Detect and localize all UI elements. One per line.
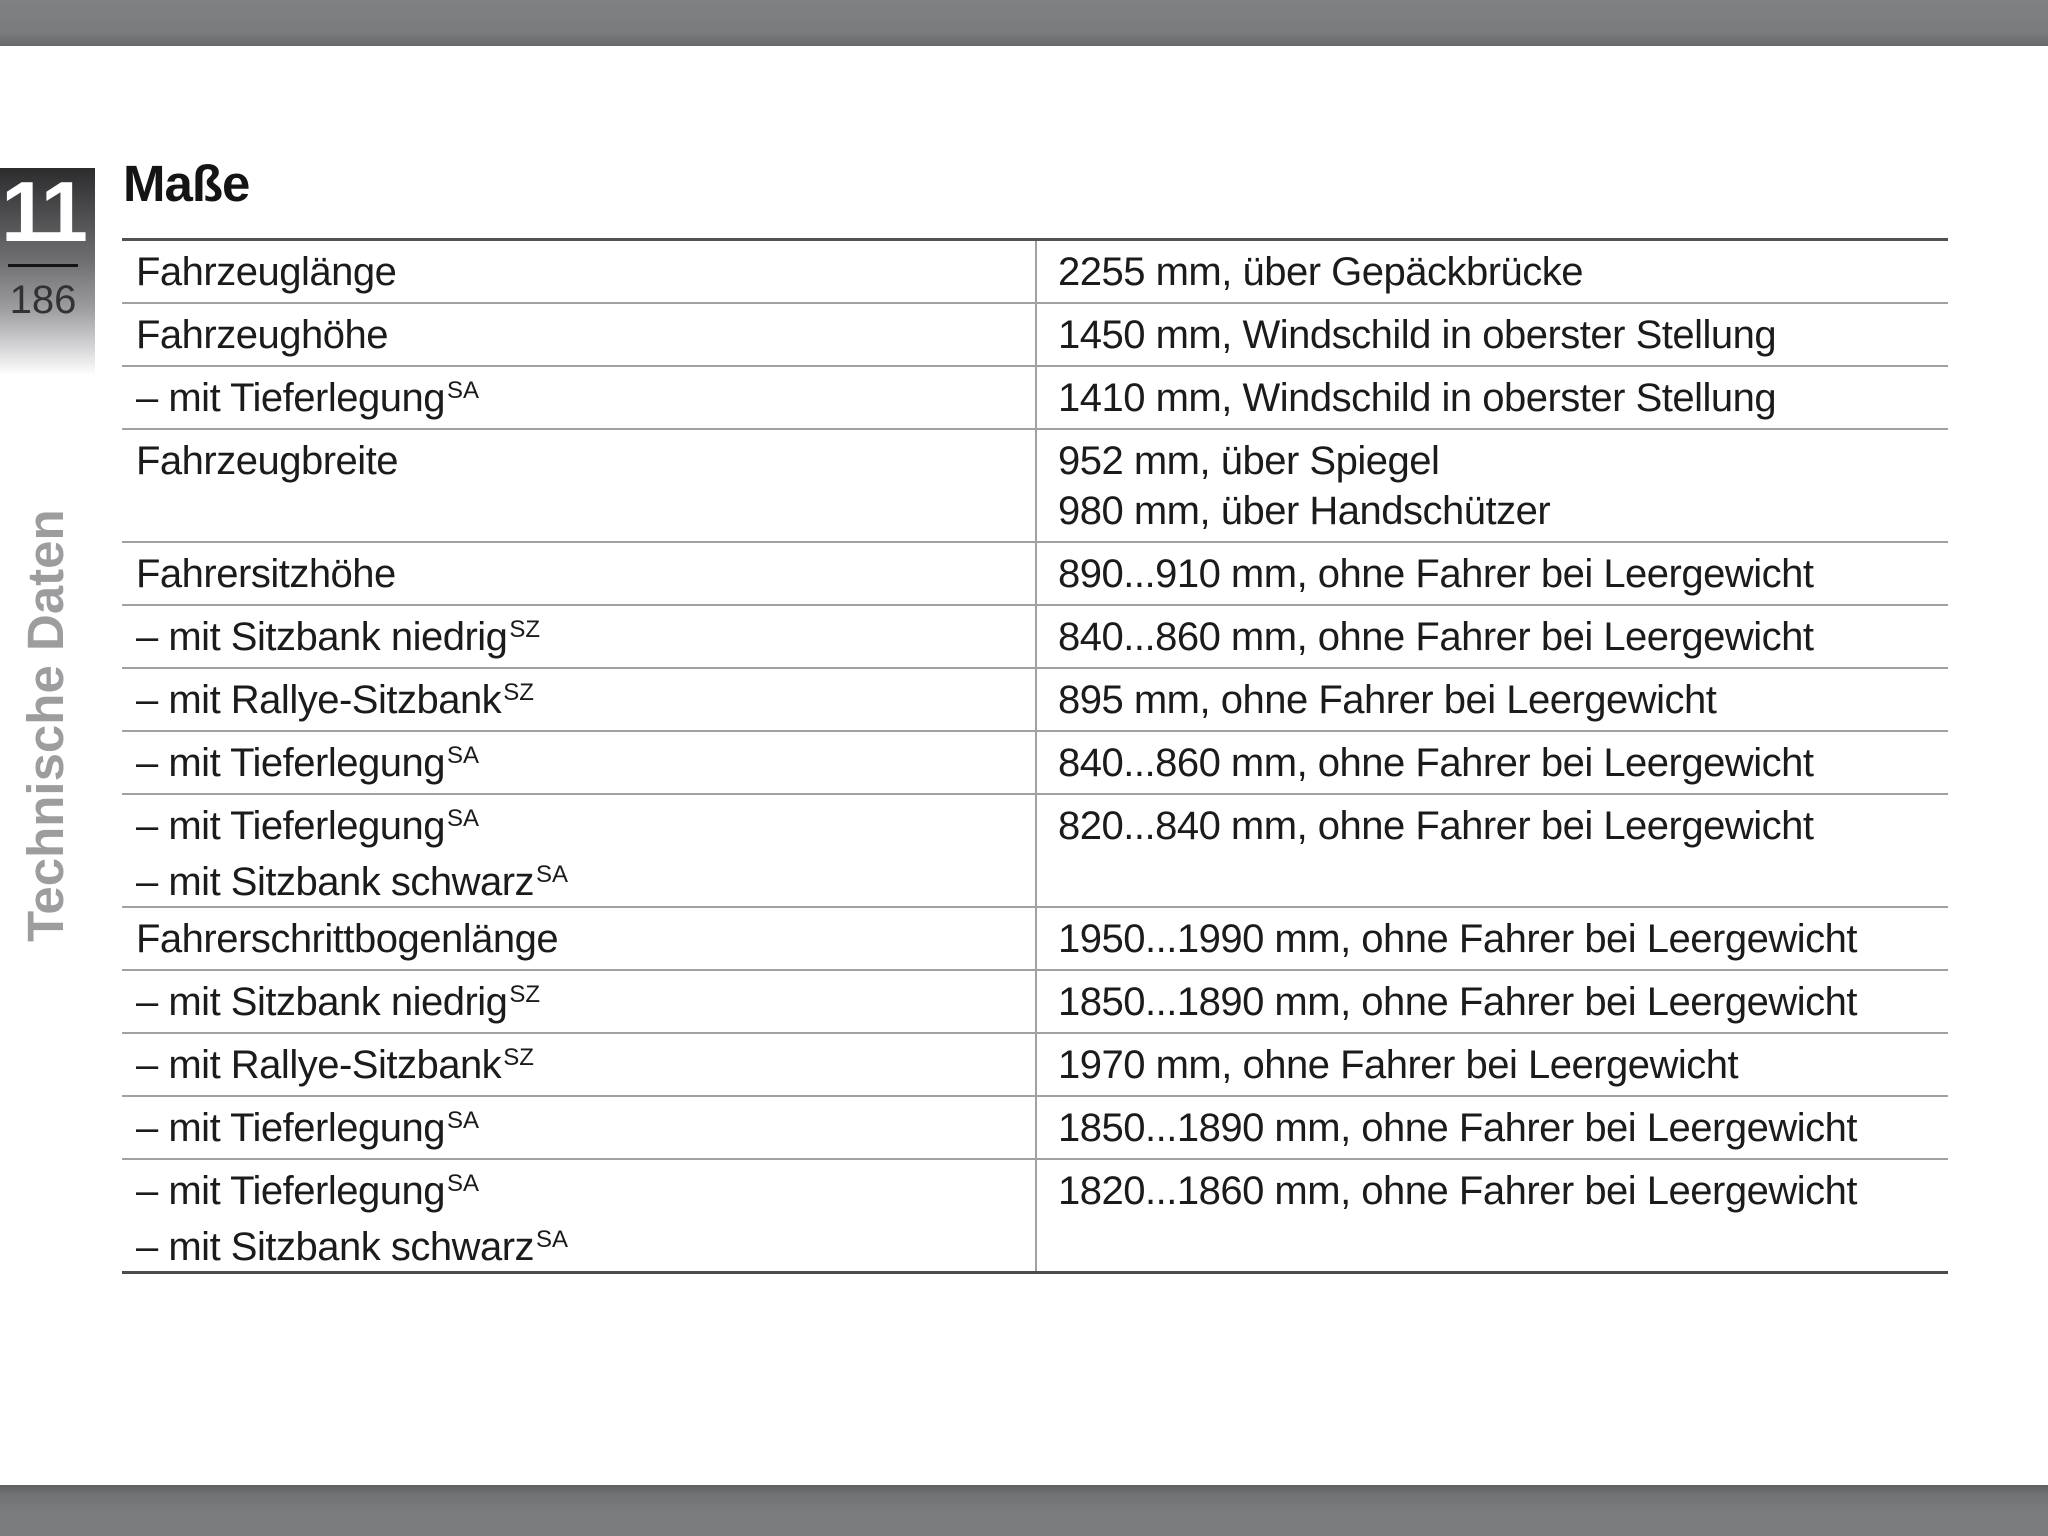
spec-value-line: 895 mm, ohne Fahrer bei Leergewicht (1058, 678, 1717, 722)
spec-label-text: – mit Rallye-Sitzbank (136, 678, 502, 722)
table-row (122, 241, 1948, 304)
spec-label-text: – mit Rallye-Sitzbank (136, 1043, 502, 1087)
spec-value-line: 1850...1890 mm, ohne Fahrer bei Leergewicht (1058, 980, 1857, 1024)
spec-label-line (136, 310, 1015, 360)
spec-value-line: 1450 mm, Windschild in oberster Stellung (1058, 313, 1777, 357)
spec-value-cell (1037, 430, 1948, 541)
spec-value-cell (1037, 908, 1948, 969)
spec-label-cell (122, 1034, 1037, 1095)
page-number: 186 (9, 278, 77, 322)
spec-value-cell (1037, 971, 1948, 1032)
spec-label-line (136, 675, 1015, 731)
spec-value-line: 2255 mm, über Gepäckbrücke (1058, 250, 1584, 294)
footnote-marker: SA (446, 1107, 479, 1134)
footnote-marker: SA (446, 377, 479, 404)
chapter-divider-line (8, 264, 78, 267)
spec-label-text: – mit Sitzbank schwarz (136, 860, 535, 904)
dimensions-table (122, 238, 1948, 1274)
table-row (122, 795, 1948, 908)
spec-label-text: – mit Tieferlegung (136, 1106, 445, 1150)
chapter-tab (0, 165, 95, 375)
spec-value-cell (1037, 543, 1948, 604)
spec-label-cell (122, 304, 1037, 365)
spec-label-text: Fahrzeughöhe (136, 313, 388, 357)
spec-value-cell (1037, 606, 1948, 667)
footnote-marker: SZ (503, 679, 534, 706)
spec-label-cell (122, 606, 1037, 667)
spec-label-line (136, 436, 1015, 486)
table-row (122, 732, 1948, 795)
spec-value-cell (1037, 367, 1948, 428)
spec-value-cell (1037, 1034, 1948, 1095)
spec-label-cell (122, 795, 1037, 906)
footnote-marker: SZ (509, 981, 541, 1008)
footnote-marker: SA (446, 742, 479, 769)
spec-label-cell (122, 430, 1037, 541)
spec-label-text: Fahrerschrittbogenlänge (136, 917, 559, 961)
spec-value-line: 1950...1990 mm, ohne Fahrer bei Leergewicht (1058, 917, 1857, 961)
spec-label-line (136, 1166, 1015, 1222)
table-row (122, 543, 1948, 606)
footnote-marker: SA (536, 1226, 569, 1253)
spec-value-line: 840...860 mm, ohne Fahrer bei Leergewicht (1058, 741, 1814, 785)
spec-value-line: 1410 mm, Windschild in oberster Stellung (1058, 376, 1777, 420)
spec-label-text: Fahrzeugbreite (136, 439, 399, 483)
spec-label-cell (122, 543, 1037, 604)
spec-value-cell (1037, 795, 1948, 906)
spec-label-text: – mit Tieferlegung (136, 741, 445, 785)
bottom-bar (0, 1485, 2048, 1536)
spec-label-line (136, 738, 1015, 794)
spec-label-line (136, 914, 1015, 964)
spec-value-line: 1820...1860 mm, ohne Fahrer bei Leergewicht (1058, 1169, 1857, 1213)
spec-label-cell (122, 732, 1037, 793)
spec-label-cell (122, 908, 1037, 969)
spec-label-line (136, 247, 1015, 297)
footnote-marker: SZ (509, 616, 541, 643)
spec-label-cell (122, 669, 1037, 730)
footnote-marker: SA (536, 861, 569, 888)
spec-label-line (136, 801, 1015, 857)
section-label-vertical: Technische Daten (17, 509, 74, 942)
table-row (122, 971, 1948, 1034)
spec-label-text: – mit Tieferlegung (136, 804, 445, 848)
spec-label-text: Fahrersitzhöhe (136, 552, 396, 596)
table-row (122, 367, 1948, 430)
footnote-marker: SZ (503, 1044, 534, 1071)
spec-label-cell (122, 1160, 1037, 1271)
spec-label-line (136, 373, 1015, 429)
table-row (122, 669, 1948, 732)
spec-value-line: 890...910 mm, ohne Fahrer bei Leergewicht (1058, 552, 1814, 596)
spec-label-text: – mit Tieferlegung (136, 376, 445, 420)
table-row (122, 1097, 1948, 1160)
spec-label-line (136, 1040, 1015, 1096)
chapter-number: 11 (1, 165, 85, 260)
spec-label-line (136, 977, 1015, 1033)
spec-label-line (136, 1103, 1015, 1159)
spec-label-text: – mit Sitzbank schwarz (136, 1225, 535, 1269)
spec-label-cell (122, 1097, 1037, 1158)
spec-label-cell (122, 367, 1037, 428)
spec-label-text: – mit Sitzbank niedrig (136, 980, 508, 1024)
spec-label-text: – mit Tieferlegung (136, 1169, 445, 1213)
table-row (122, 430, 1948, 543)
table-row (122, 908, 1948, 971)
spec-value-line: 820...840 mm, ohne Fahrer bei Leergewicht (1058, 804, 1814, 848)
page-title: Maße (123, 155, 250, 212)
spec-label-cell (122, 241, 1037, 302)
spec-value-line: 1850...1890 mm, ohne Fahrer bei Leergewicht (1058, 1106, 1857, 1150)
spec-value-cell (1037, 304, 1948, 365)
spec-value-cell (1037, 732, 1948, 793)
spec-value-cell (1037, 669, 1948, 730)
spec-label-text: Fahrzeuglänge (136, 250, 397, 294)
table-row (122, 606, 1948, 669)
table-row (122, 1034, 1948, 1097)
footnote-marker: SA (446, 1170, 479, 1197)
spec-value-cell (1037, 1160, 1948, 1271)
spec-value-cell (1037, 241, 1948, 302)
spec-value-line: 980 mm, über Handschützer (1058, 489, 1551, 533)
spec-label-text: – mit Sitzbank niedrig (136, 615, 508, 659)
spec-label-line (136, 612, 1015, 668)
spec-label-cell (122, 971, 1037, 1032)
table-row (122, 304, 1948, 367)
spec-value-line: 952 mm, über Spiegel (1058, 439, 1440, 483)
spec-value-line: 840...860 mm, ohne Fahrer bei Leergewicht (1058, 615, 1814, 659)
spec-label-line (136, 857, 1015, 913)
table-row (122, 1160, 1948, 1271)
spec-value-cell (1037, 1097, 1948, 1158)
spec-value-line: 1970 mm, ohne Fahrer bei Leergewicht (1058, 1043, 1739, 1087)
footnote-marker: SA (446, 805, 479, 832)
spec-label-line (136, 1222, 1015, 1278)
top-bar (0, 0, 2048, 46)
spec-label-line (136, 549, 1015, 599)
